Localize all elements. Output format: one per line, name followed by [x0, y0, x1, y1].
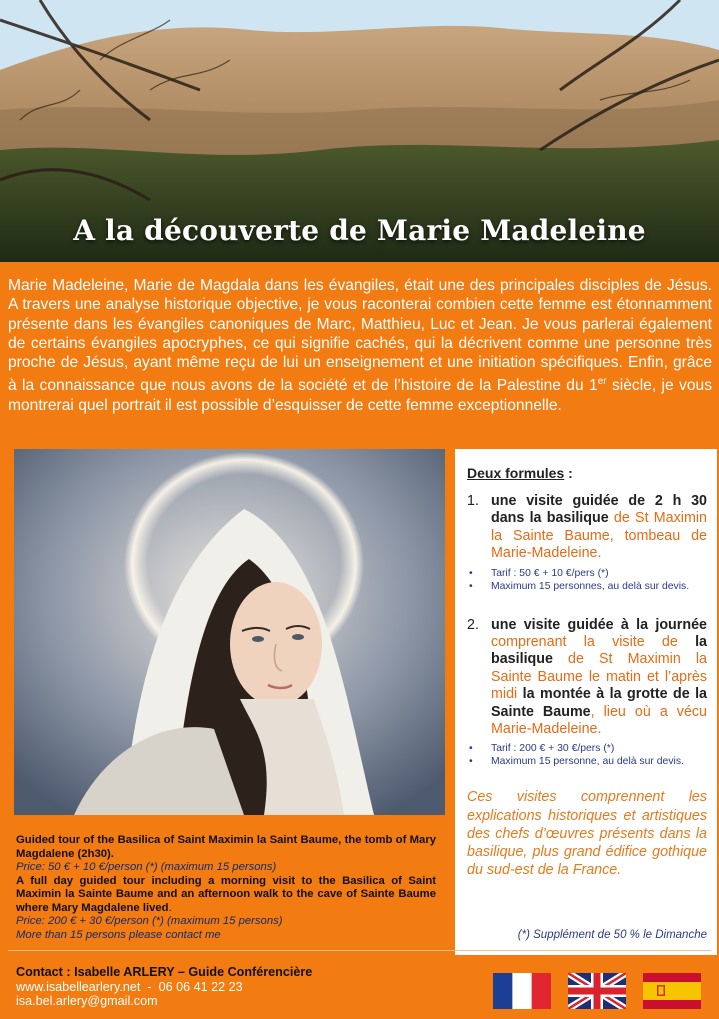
english-tour-2-text: A full day guided tour including a morning visit to the Basilica of Saint Maximin la Sainte Baume and an afternoon walk to the cave of Sainte Baume where Mary Magdalene lived — [16, 874, 436, 914]
formula-2-seg-3: de St Maximin la Sainte Baume le matin et l’après midi — [491, 651, 707, 703]
intro-paragraph — [8, 276, 712, 415]
english-contact-note: More than 15 persons please contact me — [16, 928, 221, 941]
formula-2 — [467, 617, 707, 739]
visits-note: Ces visites comprennent les explications historiques et artistiques des chefs d’œuvres présents dans la basilique, plus grand édifice gothique du sud-est de la France. — [467, 789, 707, 879]
formula-1-capacity: Maximum 15 personnes, au delà sur devis. — [491, 580, 690, 592]
formula-2-seg-4: la montée à la grotte de la Sainte Baume — [491, 686, 707, 720]
phone-number[interactable]: 06 06 41 22 23 — [158, 979, 243, 994]
flag-spain-icon[interactable] — [643, 973, 701, 1009]
formulas-heading-suffix: : — [564, 465, 573, 481]
english-summary — [16, 834, 436, 942]
website-link[interactable]: www.isabellearlery.net — [16, 979, 141, 994]
list-item: • Tarif : 50 € + 10 €/pers (*) — [467, 567, 707, 580]
intro-text-part1: Marie Madeleine, Marie de Magdala dans les évangiles, était une des principales disciples de Jésus. A travers une analyse historique objective, je vous raconterai combien cette femme est étonnamment présente dans les évangiles canoniques de Marc, Matthieu, Luc et Jean. Je vous parlerai également de certains évangiles apocryphes, ce qui signifie cachés, qui la décrivent comme une personne très proche de Jésus, ayant même reçu de lui un enseignement et une initiation spécifiques. Enfin, grâce à la connaissance que nous avons de la société et de l’histoire de la Palestine du 1 — [8, 277, 712, 395]
sunday-supplement-note: (*) Supplément de 50 % le Dimanche — [517, 929, 707, 941]
hero-banner — [0, 0, 719, 262]
list-item: • Maximum 15 personne, au delà sur devis. — [467, 755, 707, 768]
english-price-2: Price: 200 € + 30 €/person (*) (maximum 15 persons) — [16, 915, 283, 927]
contact-name: Contact : Isabelle ARLERY – Guide Conférencière — [16, 965, 313, 979]
formula-2-capacity: Maximum 15 personne, au delà sur devis. — [491, 756, 684, 768]
formula-1-price: Tarif : 50 € + 10 €/pers (*) — [491, 567, 609, 579]
contact-block — [16, 965, 312, 1009]
formula-2-seg-2: la basilique — [491, 634, 707, 668]
formula-1-seg-1: de St Maximin la Sainte Baume, tombeau de Marie-Madeleine. — [491, 510, 707, 562]
formula-1-seg-0: une visite guidée de 2 h 30 dans la basilique — [491, 493, 707, 527]
formulas-content — [467, 465, 707, 879]
formula-1-text — [491, 493, 707, 563]
portrait-illustration — [14, 449, 445, 815]
formulas-heading-text: Deux formules — [467, 465, 565, 481]
english-price-1: Price: 50 € + 10 €/person (*) (maximum 15 persons) — [16, 861, 277, 873]
formulas-panel — [455, 449, 717, 955]
formula-2-seg-1: comprenant la visite de — [491, 634, 696, 651]
page-title: A la découverte de Marie Madeleine — [73, 214, 646, 247]
list-item: • Maximum 15 personnes, au delà sur devis. — [467, 580, 707, 593]
english-tour-2-end: . — [168, 901, 172, 914]
formula-2-seg-0: une visite guidée à la journée — [491, 616, 707, 633]
formula-1 — [467, 493, 707, 563]
formula-1-number: 1. — [467, 493, 479, 509]
flag-france-icon[interactable] — [493, 973, 551, 1009]
formulas-heading — [467, 465, 707, 481]
formula-1-bullets — [467, 567, 707, 593]
footer-divider — [8, 950, 711, 951]
contact-line — [16, 980, 312, 995]
mary-magdalene-portrait — [14, 449, 445, 815]
formula-2-seg-5: , lieu où a vécu Marie-Madeleine. — [491, 703, 707, 738]
formula-2-number: 2. — [467, 616, 479, 633]
intro-superscript: er — [597, 376, 607, 388]
contact-separator: - — [140, 979, 159, 994]
english-tour-1: Guided tour of the Basilica of Saint Maximin la Saint Baume, the tomb of Mary Magdalene (2h30). — [16, 834, 436, 860]
formula-2-price: Tarif : 200 € + 30 €/pers (*) — [491, 743, 615, 755]
intro-text-part2: siècle, je vous montrerai quel portrait il est possible d’esquisser de cette femme exceptionnelle. — [8, 377, 712, 414]
formula-2-bullets — [467, 742, 707, 768]
flag-uk-icon[interactable] — [568, 973, 626, 1009]
formula-2-text — [491, 617, 707, 739]
english-tour-2 — [16, 875, 436, 916]
list-item: • Tarif : 200 € + 30 €/pers (*) — [467, 742, 707, 755]
email-link[interactable]: isa.bel.arlery@gmail.com — [16, 994, 158, 1008]
